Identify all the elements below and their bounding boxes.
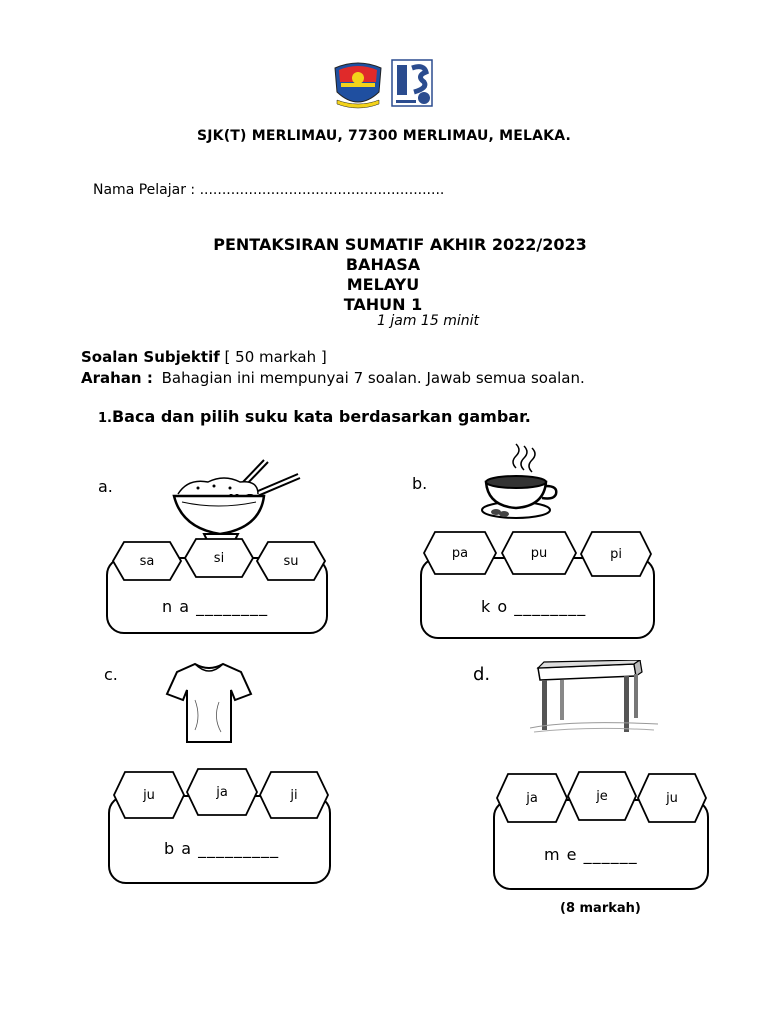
student-name-field[interactable]: Nama Pelajar : .......................................................	[93, 182, 445, 198]
section-heading	[81, 348, 327, 366]
subject-line2: MELAYU	[346, 275, 420, 294]
syllable-option[interactable]	[184, 538, 254, 578]
item-b-label: b.	[412, 474, 428, 493]
syllable-option[interactable]	[112, 541, 182, 581]
instruction-text: Bahagian ini mempunyai 7 soalan. Jawab semua soalan.	[161, 369, 585, 387]
exam-duration: 1 jam 15 minit	[377, 313, 479, 329]
school-address: SJK(T) MERLIMAU, 77300 MERLIMAU, MELAKA.	[196, 128, 572, 144]
table-icon	[530, 660, 660, 736]
syllable-text: je	[596, 788, 608, 804]
syllable-text: pu	[530, 545, 548, 561]
exam-title: PENTAKSIRAN SUMATIF AKHIR 2022/2023	[213, 235, 587, 254]
syllable-option[interactable]	[501, 531, 577, 575]
syllable-text: pa	[451, 545, 469, 561]
syllable-text: ju	[666, 790, 678, 806]
coffee-cup-icon	[468, 440, 564, 524]
subject-line1: BAHASA	[345, 255, 421, 274]
question-1	[98, 407, 531, 426]
word-a: n a ________	[162, 597, 269, 616]
syllable-text: pi	[610, 546, 622, 562]
syllable-text: ja	[526, 790, 538, 806]
question-text: Baca dan pilih suku kata berdasarkan gambar.	[111, 407, 531, 426]
item-a-label: a.	[98, 477, 113, 496]
syllable-option[interactable]	[259, 771, 329, 819]
syllable-text: su	[283, 553, 299, 569]
syllable-option[interactable]	[496, 773, 568, 823]
anniversary-logo	[390, 58, 434, 108]
instruction-label: Arahan :	[81, 369, 153, 387]
word-b: k o ________	[481, 597, 587, 616]
syllable-option[interactable]	[113, 771, 185, 819]
syllable-text: sa	[139, 553, 155, 569]
section-label: Soalan Subjektif	[81, 348, 220, 366]
syllable-option[interactable]	[580, 531, 652, 577]
syllable-text: ju	[143, 787, 155, 803]
item-d-label: d.	[473, 664, 491, 685]
rice-bowl-icon	[168, 456, 302, 546]
syllable-text: ja	[216, 784, 228, 800]
syllable-option[interactable]	[186, 768, 258, 816]
word-c: b a _________	[164, 839, 280, 858]
year-level: TAHUN 1	[343, 295, 423, 314]
syllable-option[interactable]	[637, 773, 707, 823]
item-c-label: c.	[104, 665, 118, 684]
syllable-option[interactable]	[423, 531, 497, 575]
word-d: m e ______	[544, 845, 638, 864]
shirt-icon	[165, 660, 253, 746]
instruction-line	[81, 369, 585, 387]
syllable-text: si	[213, 550, 225, 566]
question-number: 1.	[98, 411, 112, 426]
question-marks: (8 markah)	[560, 901, 641, 916]
syllable-option[interactable]	[256, 541, 326, 581]
section-marks: [ 50 markah ]	[224, 348, 327, 366]
school-logo	[331, 58, 385, 112]
syllable-option[interactable]	[567, 771, 637, 821]
syllable-text: ji	[290, 787, 298, 803]
